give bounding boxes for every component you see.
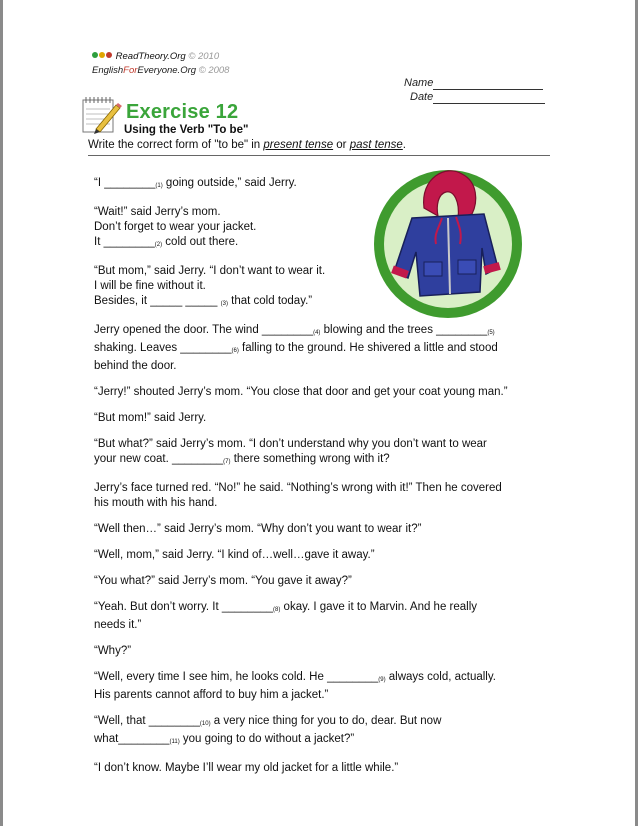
brand-row-readtheory [92,50,229,64]
brand-row-efe [92,64,229,78]
story-text: Jerry opened the door. The wind ________ [94,324,314,336]
story-paragraph [94,644,548,659]
story-text: always cold, actually. [385,671,496,683]
blank-number: (3) [220,301,228,307]
blank-number: (2) [154,242,163,248]
instruction-end: . [402,139,406,151]
name-label: Name [404,77,434,89]
story-text: needs it.” [94,619,142,631]
story-text: behind the door. [94,360,177,372]
story-paragraph [94,437,548,470]
story-text: “But what?” said Jerry’s mom. “I don’t understand why you don’t want to wear [94,438,487,450]
story-text: what________ [94,733,170,745]
blank-number: (8) [273,607,281,613]
story-text: falling to the ground. He shivered a little and stood [238,342,498,354]
date-label: Date [410,91,434,103]
story-text: His parents cannot afford to buy him a jacket.” [94,689,329,701]
story-text: “Yeah. But don’t worry. It ________ [94,601,274,613]
story-paragraph [94,522,548,537]
blank-number: (7) [223,459,231,465]
brand-readtheory: ReadTheory.Org [115,51,186,62]
brand-efe-english: English [92,65,124,76]
story-text: “Well then…” said Jerry’s mom. “Why don’t you want to wear it?” [94,523,422,535]
blank-number: (10) [199,721,211,727]
brand-efe-copyright: © 2008 [198,65,230,76]
brand-dot-icon [99,52,105,58]
brand-efe-for: For [123,65,138,76]
story-text: “Jerry!” shouted Jerry’s mom. “You close that door and get your coat young man.” [94,386,508,398]
brand-efe-everyone: Everyone.Org [137,65,197,76]
exercise-title: Exercise 12 [126,101,239,123]
blank-number: (9) [378,677,386,683]
instruction [88,139,406,151]
story-paragraph [94,548,548,563]
story-paragraph [94,323,548,374]
story-paragraph [94,176,548,194]
story-text: “But mom!” said Jerry. [94,412,207,424]
story-text: “Well, that ________ [94,715,200,727]
story-text: “Why?” [94,645,132,657]
story-text: his mouth with his hand. [94,497,218,509]
brand-dot-icon [106,52,112,58]
story-text: there something wrong with it? [230,453,390,465]
blank-number: (4) [313,330,321,336]
story-text: that cold today.” [227,295,313,307]
story-paragraph [94,411,548,426]
instruction-past-tense: past tense [349,139,403,151]
story-text: “I ________ [94,177,156,189]
brand-dot-icon [92,52,98,58]
story-text: going outside,” said Jerry. [162,177,297,189]
story-text: Jerry’s face turned red. “No!” he said. “Nothing’s wrong with it!” Then he covered [94,482,502,494]
story-paragraph [94,670,548,703]
name-field[interactable] [433,79,543,90]
story-text: cold out there. [162,236,239,248]
story-paragraph [94,714,548,750]
story-text: “I don’t know. Maybe I’ll wear my old jacket for a little while.” [94,762,399,774]
story-text: It ________ [94,236,155,248]
brand-readtheory-copyright: © 2010 [188,51,220,62]
story-paragraph [94,600,548,633]
date-field[interactable] [433,93,545,104]
blank-number: (6) [231,348,239,354]
story-paragraph [94,385,548,400]
exercise-subtitle: Using the Verb "To be" [124,124,249,136]
name-date-block [404,76,545,104]
blank-number: (11) [169,739,180,745]
story [94,176,548,787]
story-paragraph [94,761,548,776]
instruction-or: or [333,139,350,151]
story-text: “You what?” said Jerry’s mom. “You gave it away?” [94,575,352,587]
story-text: Besides, it _____ _____ [94,295,221,307]
page-left-edge [0,0,3,826]
brand-block [92,50,229,78]
story-text: you going to do without a jacket?” [179,733,355,745]
notepad-pencil-icon [80,96,124,136]
story-paragraph [94,481,548,511]
instruction-present-tense: present tense [263,139,334,151]
story-text: a very nice thing for you to do, dear. But now [210,715,442,727]
story-text: blowing and the trees ________ [320,324,488,336]
story-text: okay. I gave it to Marvin. And he really [280,601,478,613]
story-text: “Well, every time I see him, he looks cold. He ________ [94,671,379,683]
instruction-text: Write the correct form of "to be" in [88,139,264,151]
story-text: your new coat. ________ [94,453,224,465]
story-paragraph [94,264,548,312]
blank-number: (1) [155,183,163,189]
blank-number: (5) [487,330,495,336]
story-text: “Well, mom,” said Jerry. “I kind of…well…gave it away.” [94,549,375,561]
story-paragraph [94,574,548,589]
story-text: I will be fine without it. [94,280,206,292]
story-text: Don’t forget to wear your jacket. [94,221,257,233]
story-text: shaking. Leaves ________ [94,342,232,354]
story-paragraph [94,205,548,253]
story-text: “But mom,” said Jerry. “I don’t want to wear it. [94,265,326,277]
story-text: “Wait!” said Jerry’s mom. [94,206,221,218]
